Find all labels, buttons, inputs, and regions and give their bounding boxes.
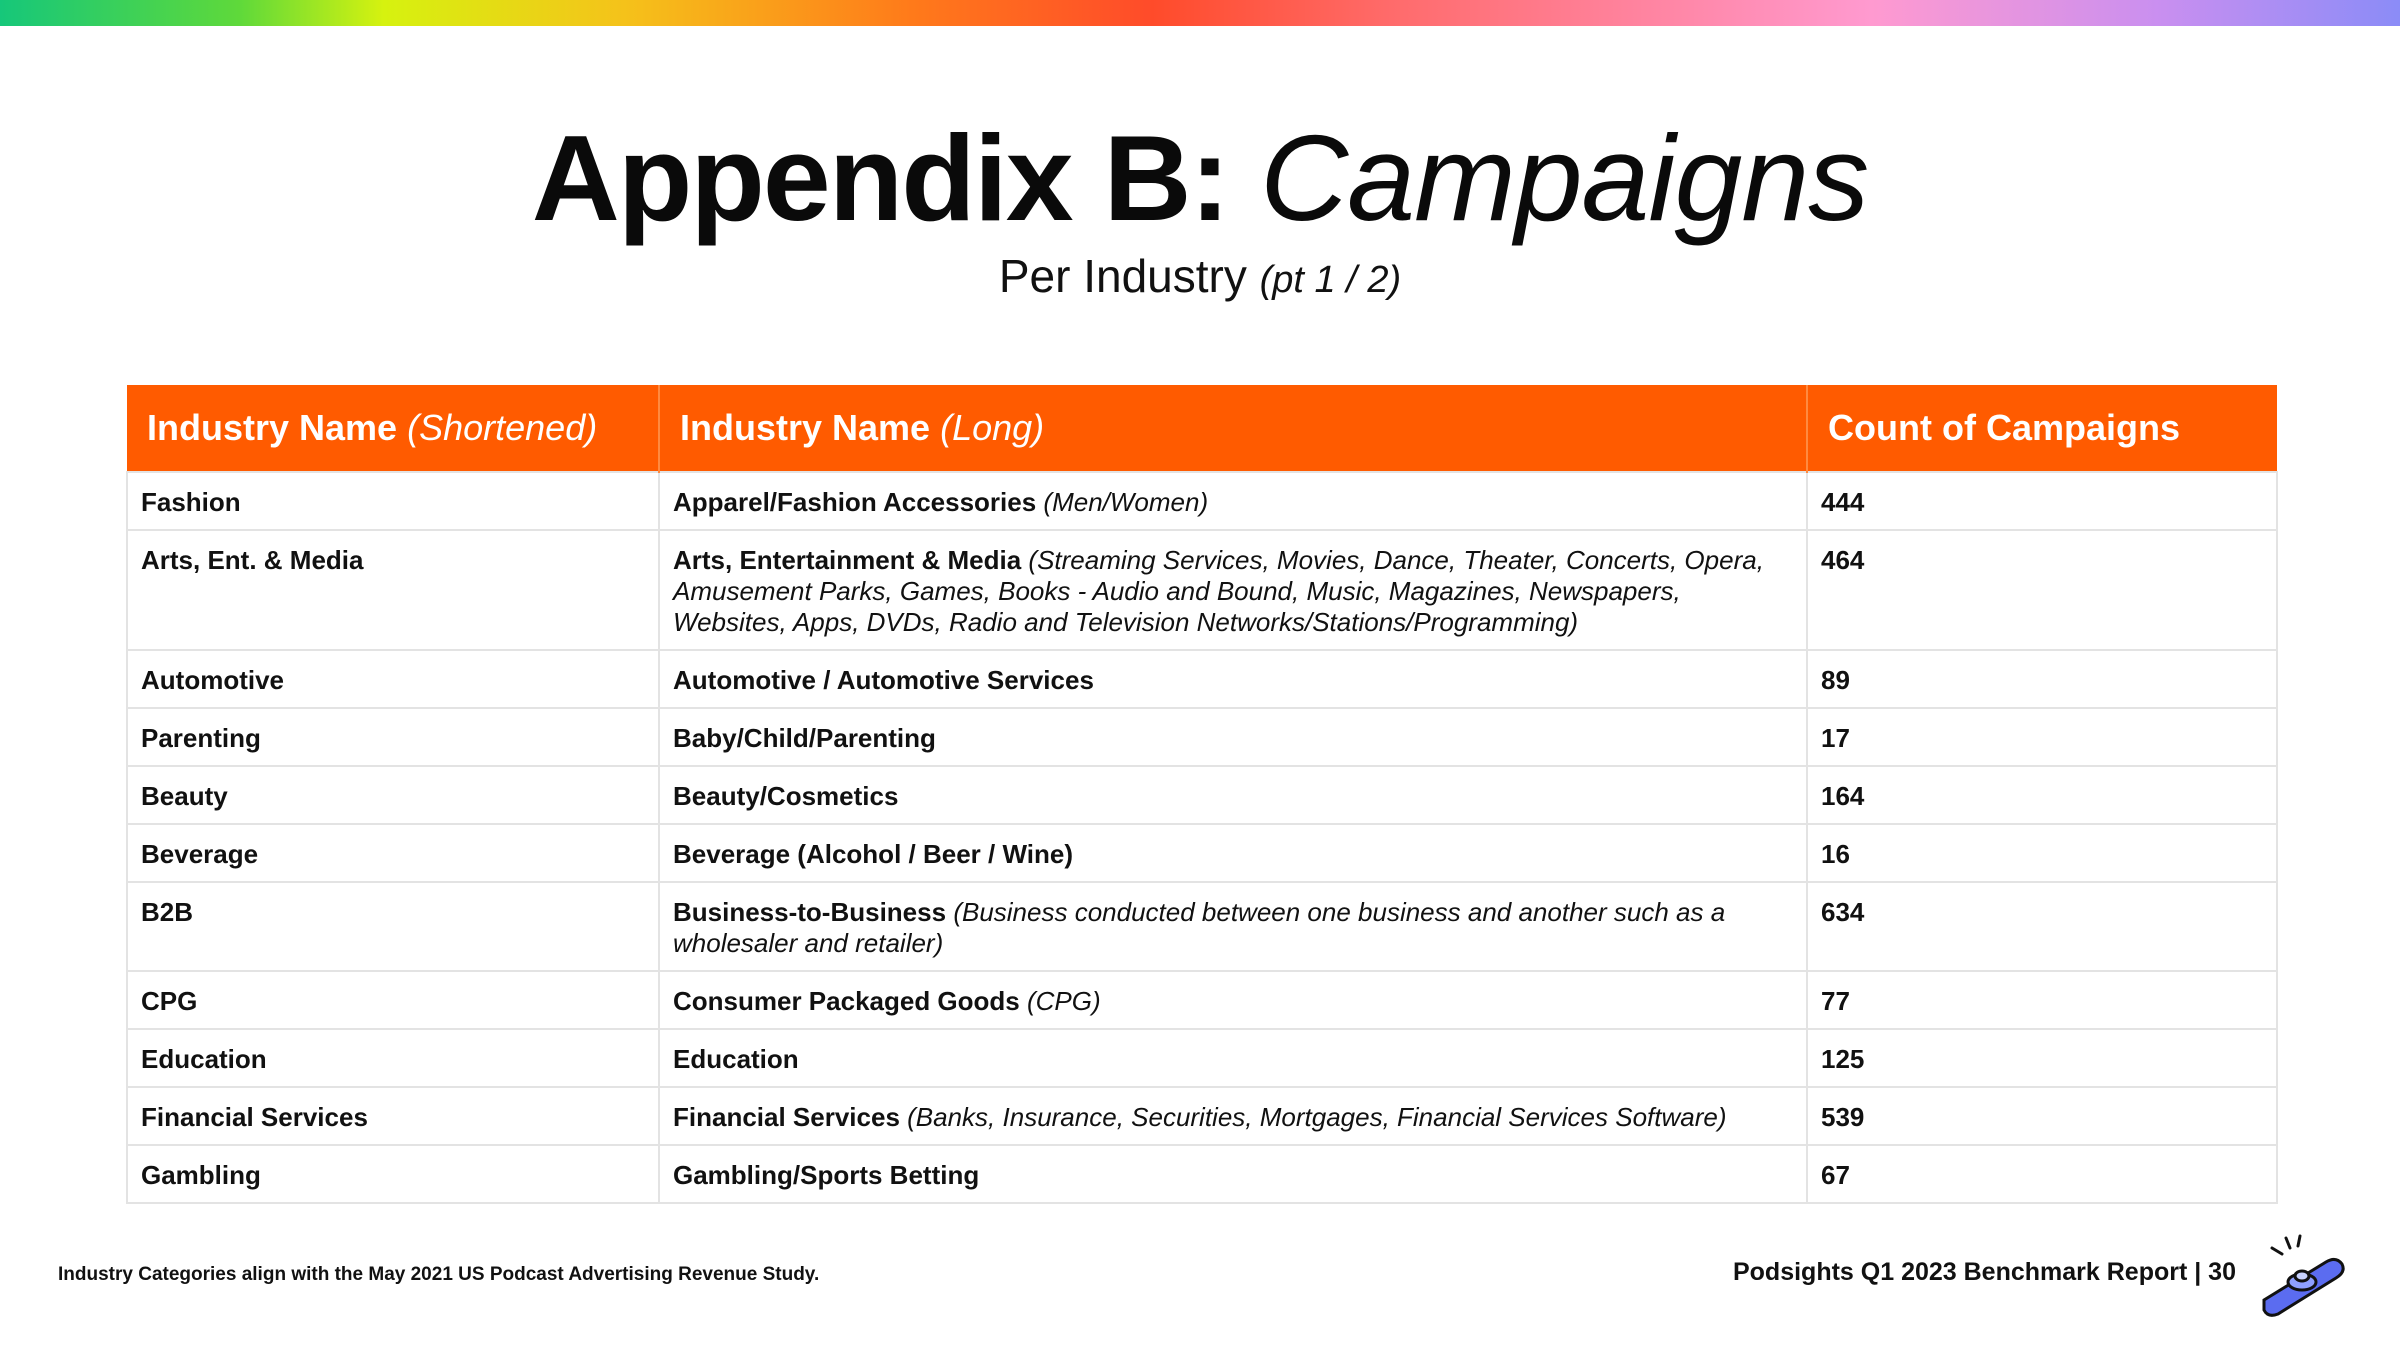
title-main: Appendix B:	[531, 110, 1229, 246]
cell-count: 67	[1807, 1145, 2277, 1203]
table-row	[127, 766, 2277, 824]
long-name-detail: (Banks, Insurance, Securities, Mortgages, Financial Services Software)	[907, 1102, 1727, 1132]
cell-long-name	[659, 708, 1807, 766]
cell-long-name	[659, 1087, 1807, 1145]
subtitle-italic: (pt 1 / 2)	[1259, 259, 1402, 301]
long-name-bold: Arts, Entertainment & Media	[673, 545, 1022, 575]
cell-count: 125	[1807, 1029, 2277, 1087]
table-row	[127, 472, 2277, 530]
cell-count: 539	[1807, 1087, 2277, 1145]
table-row	[127, 1145, 2277, 1203]
cell-short-name: Automotive	[127, 650, 659, 708]
table-body	[127, 472, 2277, 1203]
cell-long-name	[659, 882, 1807, 971]
table-row	[127, 1029, 2277, 1087]
podsights-logo-icon	[2256, 1234, 2352, 1318]
page-subtitle	[0, 248, 2400, 308]
cell-short-name: Arts, Ent. & Media	[127, 530, 659, 650]
table-header-row	[127, 385, 2277, 472]
long-name-bold: Gambling/Sports Betting	[673, 1160, 980, 1190]
cell-long-name	[659, 650, 1807, 708]
cell-short-name: Parenting	[127, 708, 659, 766]
title-italic: Campaigns	[1260, 110, 1869, 246]
long-name-detail: (Business conducted between one business and another such as a wholesaler and retailer)	[673, 897, 1726, 958]
long-name-bold: Baby/Child/Parenting	[673, 723, 936, 753]
table-row	[127, 530, 2277, 650]
cell-long-name	[659, 824, 1807, 882]
long-name-bold: Automotive / Automotive Services	[673, 665, 1094, 695]
table-row	[127, 650, 2277, 708]
long-name-bold: Education	[673, 1044, 799, 1074]
page-title	[0, 108, 2400, 248]
cell-count: 89	[1807, 650, 2277, 708]
cell-short-name: Beverage	[127, 824, 659, 882]
cell-long-name	[659, 1029, 1807, 1087]
cell-count: 77	[1807, 971, 2277, 1029]
column-header-long-name	[659, 385, 1807, 472]
subtitle-main: Per Industry	[998, 250, 1247, 302]
long-name-detail: (Men/Women)	[1043, 487, 1209, 517]
column-header-label: Industry Name	[147, 407, 398, 448]
long-name-detail: (CPG)	[1027, 986, 1101, 1016]
cell-count: 634	[1807, 882, 2277, 971]
cell-short-name: B2B	[127, 882, 659, 971]
gradient-bar	[0, 0, 2400, 26]
long-name-bold: Financial Services	[673, 1102, 900, 1132]
column-header-qualifier: (Long)	[940, 407, 1045, 448]
cell-short-name: Beauty	[127, 766, 659, 824]
column-header-short-name	[127, 385, 659, 472]
cell-count: 444	[1807, 472, 2277, 530]
cell-long-name	[659, 472, 1807, 530]
column-header-label: Count of Campaigns	[1828, 407, 2180, 448]
long-name-bold: Business-to-Business	[673, 897, 947, 927]
cell-long-name	[659, 766, 1807, 824]
cell-long-name	[659, 971, 1807, 1029]
cell-long-name	[659, 1145, 1807, 1203]
long-name-bold: Beverage (Alcohol / Beer / Wine)	[673, 839, 1073, 869]
cell-short-name: Gambling	[127, 1145, 659, 1203]
cell-count: 164	[1807, 766, 2277, 824]
cell-count: 464	[1807, 530, 2277, 650]
table-row	[127, 882, 2277, 971]
cell-short-name: Education	[127, 1029, 659, 1087]
column-header-label: Industry Name	[680, 407, 931, 448]
cell-count: 17	[1807, 708, 2277, 766]
cell-short-name: Financial Services	[127, 1087, 659, 1145]
table-row	[127, 708, 2277, 766]
long-name-bold: Consumer Packaged Goods	[673, 986, 1020, 1016]
long-name-bold: Apparel/Fashion Accessories	[673, 487, 1037, 517]
campaigns-table	[126, 385, 2278, 1204]
cell-long-name	[659, 530, 1807, 650]
column-header-qualifier: (Shortened)	[407, 407, 598, 448]
cell-short-name: Fashion	[127, 472, 659, 530]
footnote: Industry Categories align with the May 2021 US Podcast Advertising Revenue Study.	[58, 1264, 820, 1285]
long-name-detail: (Streaming Services, Movies, Dance, Theater, Concerts, Opera, Amusement Parks, Games, Books - Audio and Bound, Music, Magazines, Newspapers, Websites, Apps, DVDs, Radio and Television Networks/Stations/Programming)	[673, 545, 1764, 637]
cell-count: 16	[1807, 824, 2277, 882]
table-row	[127, 1087, 2277, 1145]
cell-short-name: CPG	[127, 971, 659, 1029]
table-row	[127, 971, 2277, 1029]
long-name-bold: Beauty/Cosmetics	[673, 781, 899, 811]
report-label: Podsights Q1 2023 Benchmark Report | 30	[1732, 1258, 2236, 1286]
table-row	[127, 824, 2277, 882]
column-header-count	[1807, 385, 2277, 472]
